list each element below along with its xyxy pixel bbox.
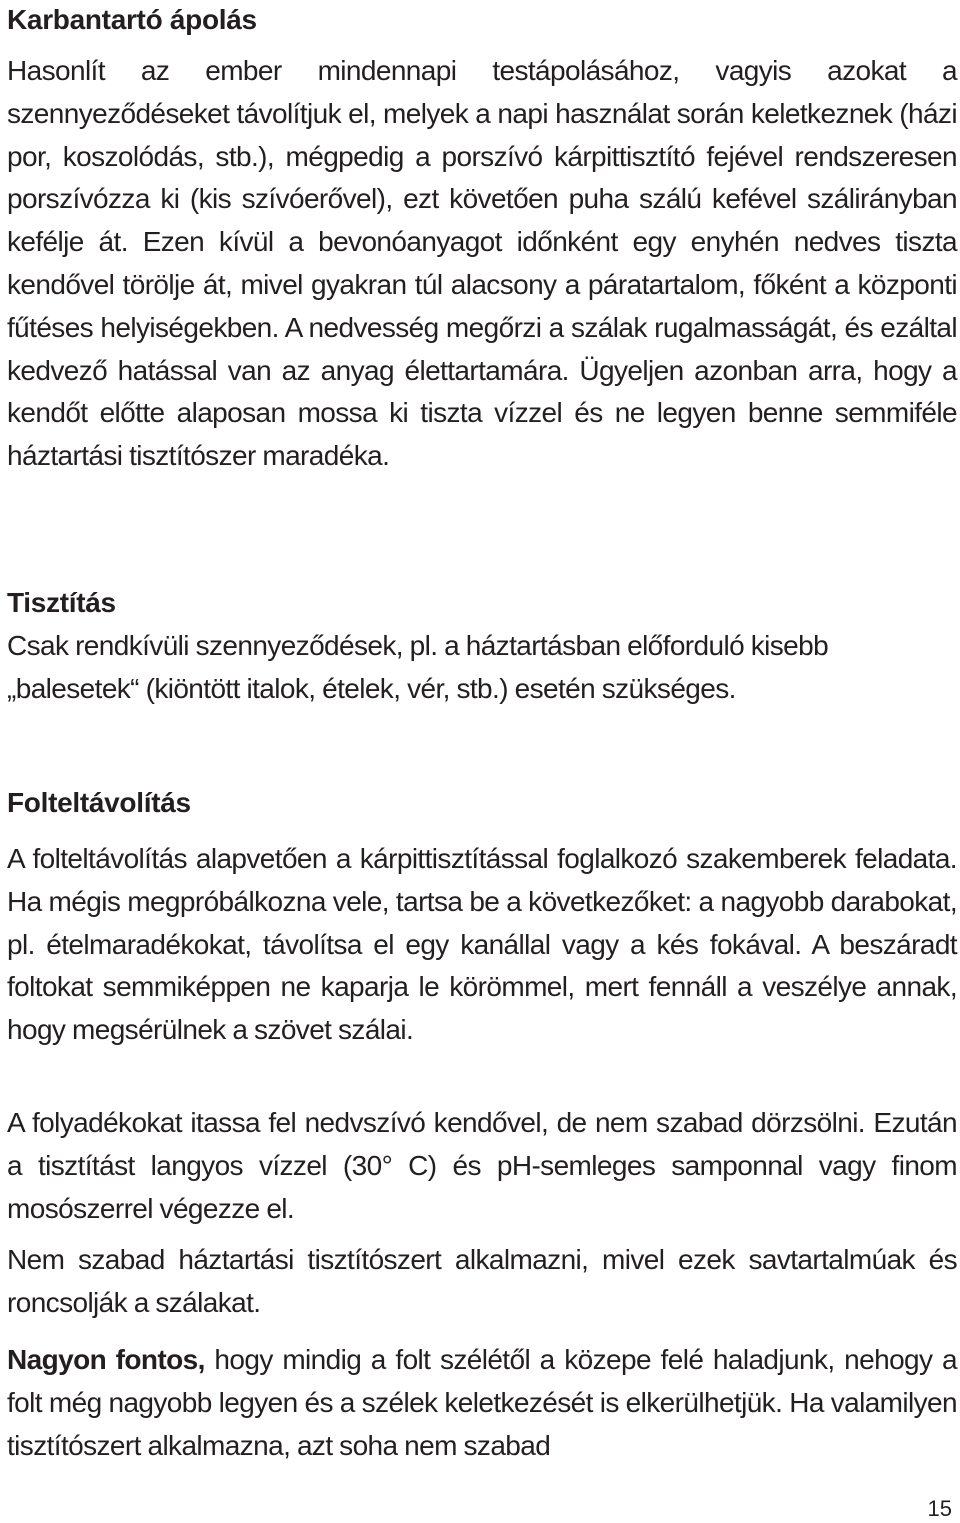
emphasis-text: Nagyon fontos, (7, 1344, 205, 1375)
stain-removal-paragraph-3: Nem szabad háztartási tisztítószert alkalmazni, mivel ezek savtartalmúak és roncsolják a szálakat. (7, 1244, 957, 1318)
stain-removal-paragraph-2: A folyadékokat itassa fel nedvszívó kendővel, de nem szabad dörzsölni. Ezután a tisztítást langyos vízzel (30° C) és pH-semleges samponnal vagy finom mosószerrel végezze el. (7, 1107, 957, 1224)
section-title-cleaning: Tisztítás (7, 587, 116, 618)
cleaning-paragraph: Csak rendkívüli szennyeződések, pl. a háztartásban előforduló kisebb „balesetek“ (kiöntött italok, ételek, vér, stb.) esetén szükséges. (7, 630, 829, 704)
care-paragraph: Hasonlít az ember mindennapi testápolásához, vagyis azokat a szennyeződéseket távolítjuk el, melyek a napi használat során keletkeznek (házi por, koszolódás, stb.), mégpedig a porszívó kárpittisztító fejével rendszeresen porszívózza ki (kis szívóerővel), ezt követően puha szálú kefével szálirányban kefélje át. Ezen kívül a bevonóanyagot időnként egy enyhén nedves tiszta kendővel törölje át, mivel gyakran túl alacsony a páratartalom, főként a központi fűtéses helyiségekben. A nedvesség megőrzi a szálak rugalmasságát, és ezáltal kedvező hatással van az anyag élettartamára. Ügyeljen azonban arra, hogy a kendőt előtte alaposan mossa ki tiszta vízzel és ne legyen benne semmiféle háztartási tisztítószer maradéka. (7, 55, 957, 472)
page-number: 15 (927, 1496, 952, 1521)
stain-removal-paragraph-1: A folteltávolítás alapvetően a kárpittisztítással foglalkozó szakemberek feladata. Ha mégis megpróbálkozna vele, tartsa be a következőket: a nagyobb darabokat, pl. ételmaradékokat, távolítsa el egy kanállal vagy a kés fokával. A beszáradt foltokat semmiképpen ne kaparja le körömmel, mert fennáll a veszélye annak, hogy megsérülnek a szövet szálai. (7, 843, 957, 1046)
section-title-stain-removal: Folteltávolítás (7, 787, 191, 818)
section-title-care: Karbantartó ápolás (7, 4, 257, 35)
stain-removal-paragraph-4 (7, 1339, 957, 1467)
paragraph-4-text: hogy mindig a folt szélétől a közepe felé haladjunk, nehogy a folt még nagyobb legyen és a szélek keletkezését is elkerülhetjük. Ha valamilyen tisztítószert alkalmazna, azt soha nem szabad (7, 1344, 957, 1461)
